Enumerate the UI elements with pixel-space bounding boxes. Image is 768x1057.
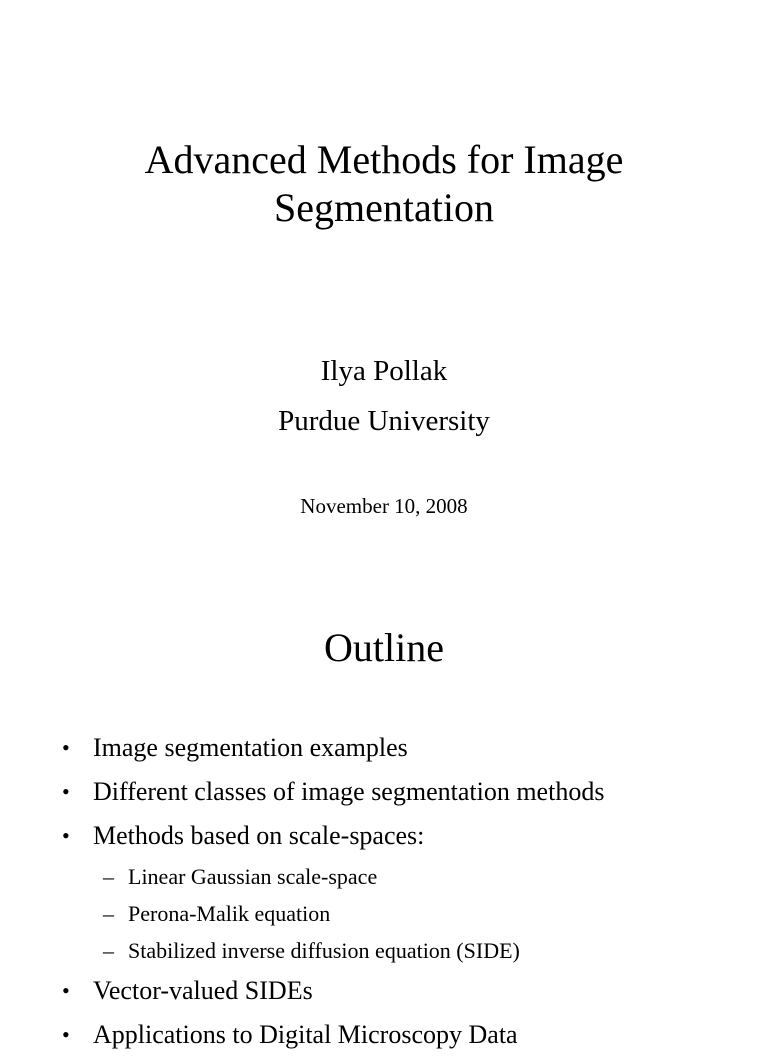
sub-marker: – (103, 864, 114, 889)
presentation-date: November 10, 2008 (300, 494, 468, 518)
outline-sub-item (93, 932, 768, 969)
title-line-1: Advanced Methods for Image (144, 137, 624, 182)
outline-bullet-list (0, 726, 768, 1057)
author-affiliation: Purdue University (278, 405, 490, 437)
presentation-title (0, 136, 768, 232)
author-block (0, 346, 768, 446)
outline-bullet (0, 1013, 768, 1057)
outline-sub-item (93, 895, 768, 932)
author-name: Ilya Pollak (320, 355, 448, 387)
outline-sub-item (93, 858, 768, 895)
outline-sub-list (93, 858, 768, 969)
outline-bullet (0, 969, 768, 1013)
sub-marker: – (103, 938, 114, 963)
bullet-text: Image segmentation examples (93, 733, 408, 762)
bullet-text: Methods based on scale-spaces: (93, 821, 425, 850)
sub-item-text: Stabilized inverse diffusion equation (SIDE) (128, 938, 520, 963)
bullet-text: Different classes of image segmentation methods (93, 777, 605, 806)
bullet-marker: • (62, 1022, 70, 1047)
outline-slide (0, 576, 768, 1049)
bullet-marker: • (62, 823, 70, 848)
outline-bullet (0, 814, 768, 969)
outline-title: Outline (324, 625, 444, 670)
sub-item-text: Linear Gaussian scale-space (128, 864, 378, 889)
bullet-marker: • (62, 779, 70, 804)
sub-item-text: Perona-Malik equation (128, 901, 331, 926)
outline-bullet (0, 726, 768, 770)
title-line-2: Segmentation (274, 185, 494, 230)
bullet-text: Applications to Digital Microscopy Data (93, 1020, 518, 1049)
bullet-marker: • (62, 735, 70, 760)
outline-bullet (0, 770, 768, 814)
bullet-marker: • (62, 978, 70, 1003)
bullet-text: Vector-valued SIDEs (93, 976, 313, 1005)
sub-marker: – (103, 901, 114, 926)
